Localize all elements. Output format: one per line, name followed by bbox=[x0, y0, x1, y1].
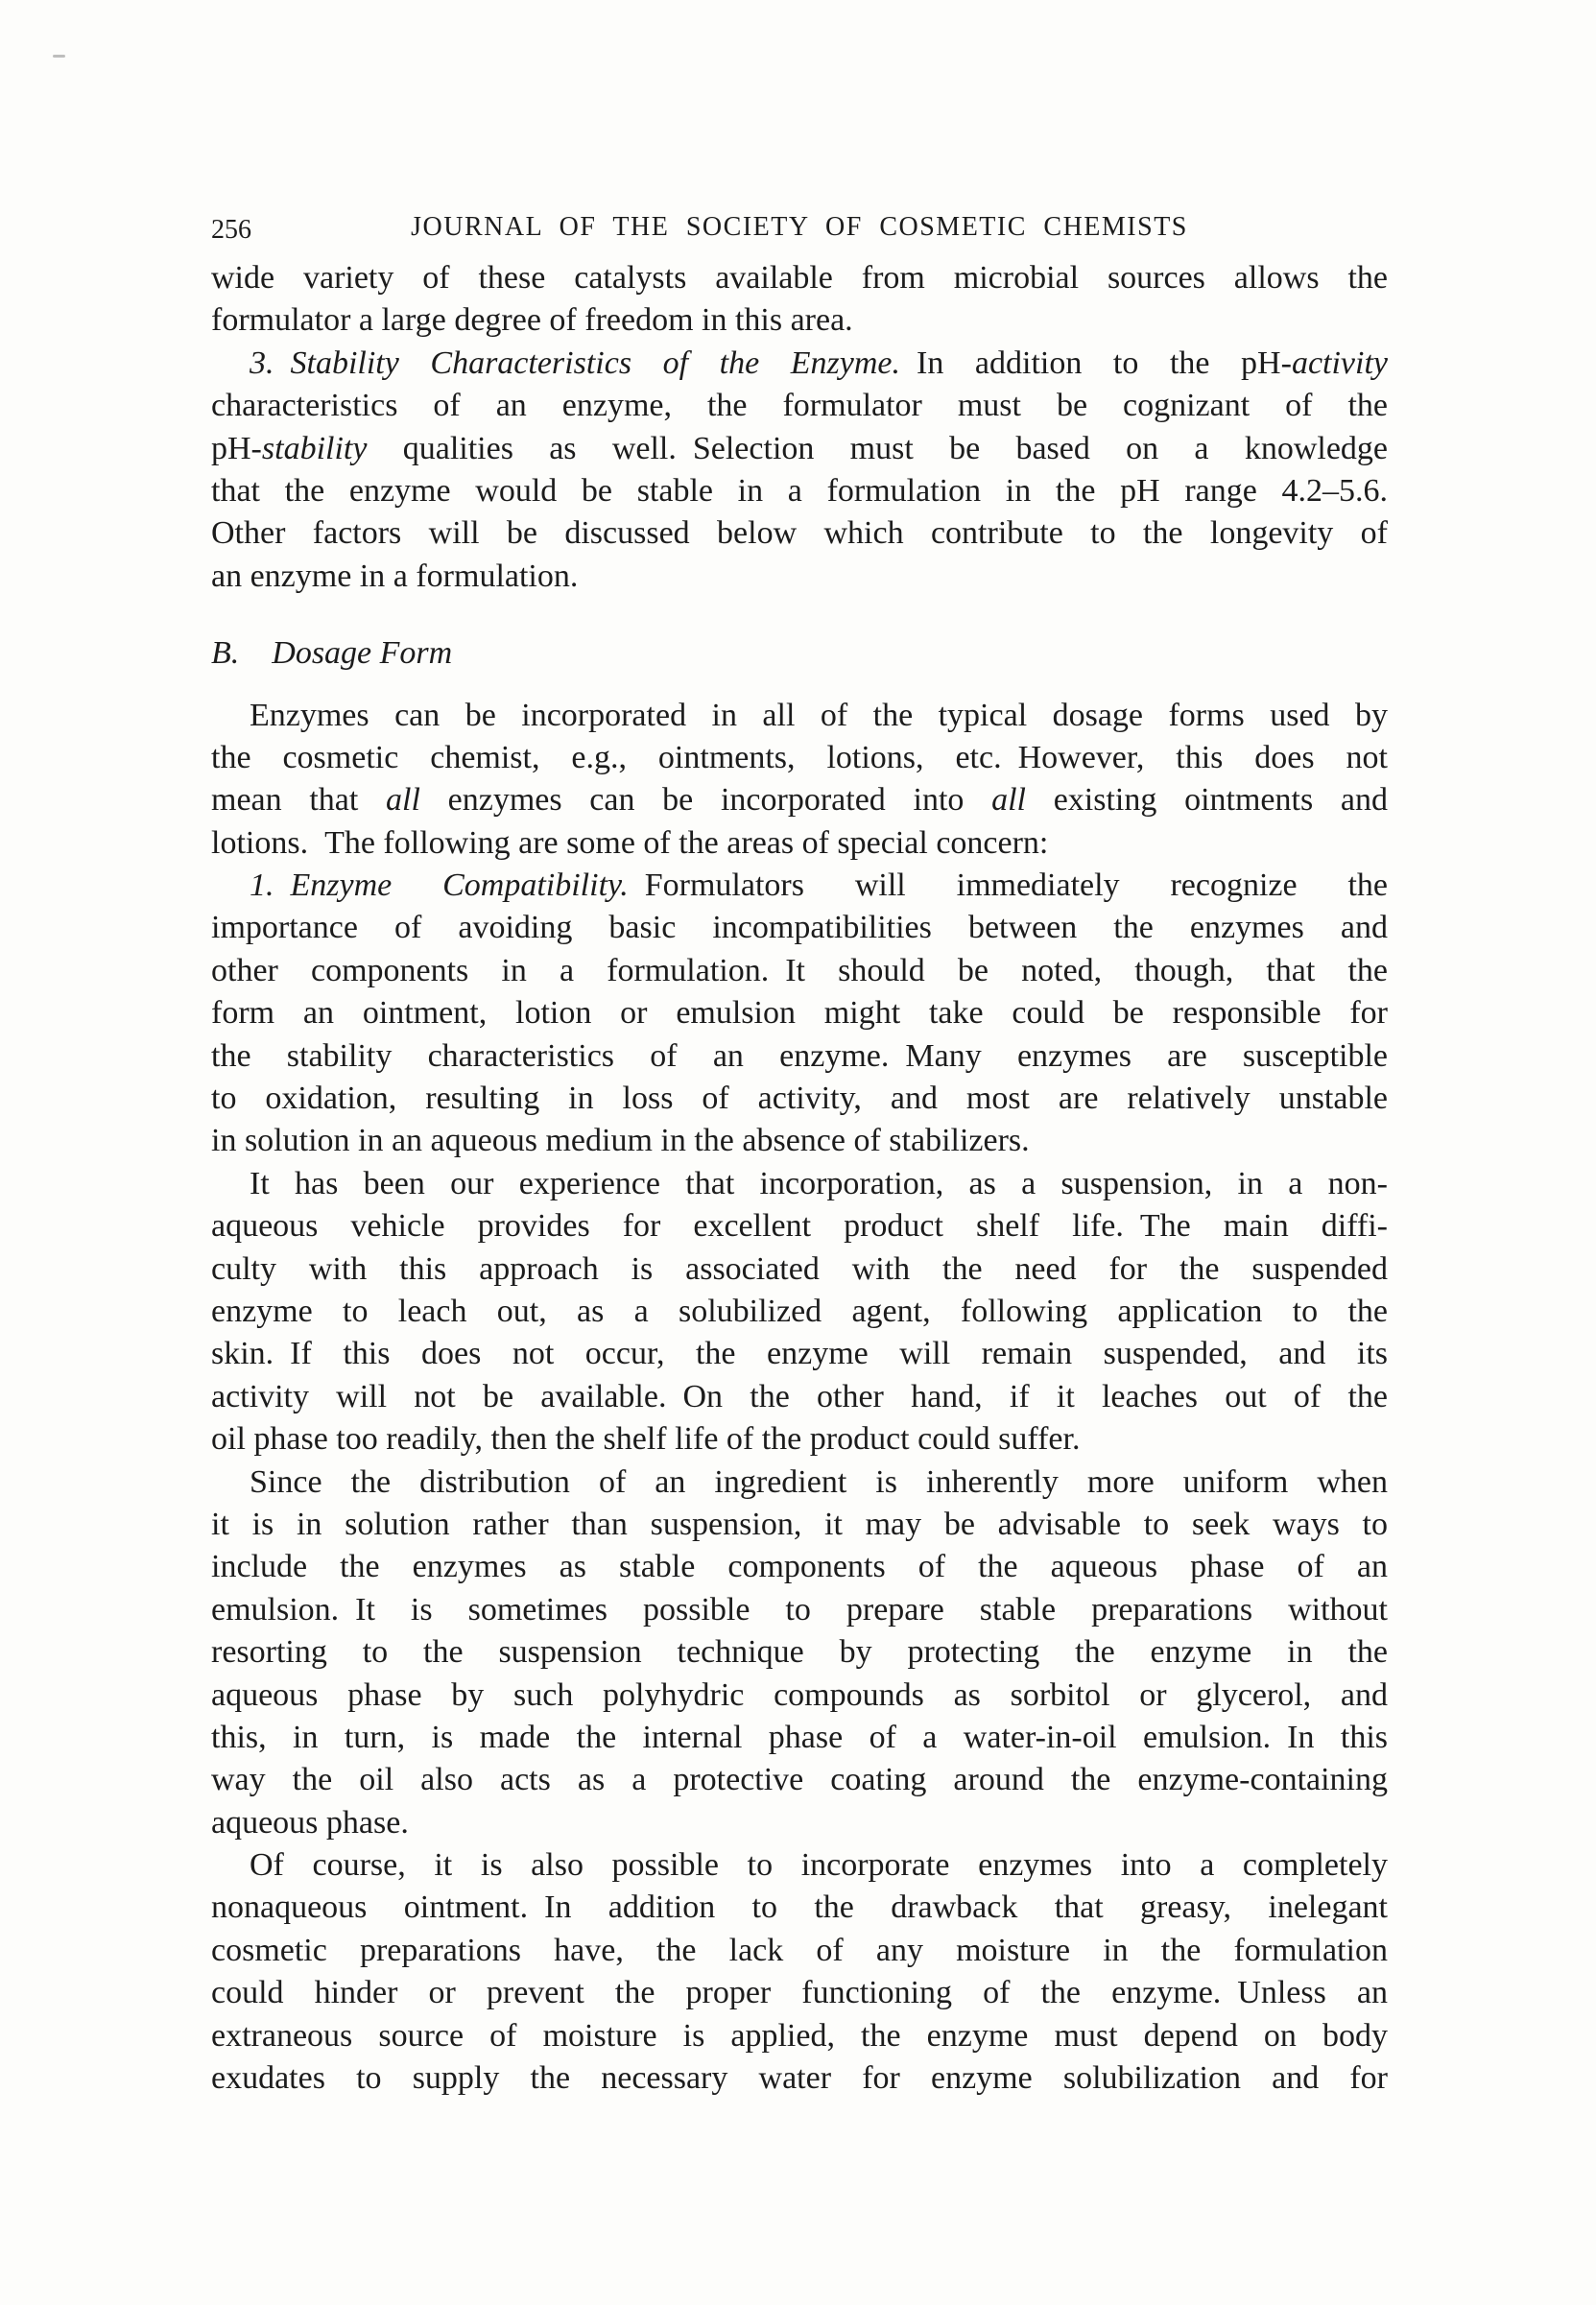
text-segment: extraneous source of moisture is applied, the enzyme must depend on body bbox=[211, 2017, 1388, 2054]
text-line bbox=[211, 1675, 1388, 1717]
text-line bbox=[211, 556, 1388, 598]
text-line bbox=[211, 257, 1388, 299]
text-segment: aqueous vehicle provides for excellent product shelf life. The main diffi- bbox=[211, 1208, 1388, 1245]
text-line bbox=[211, 1972, 1388, 2014]
text-line bbox=[211, 1248, 1388, 1291]
text-segment: other components in a formulation. It should be noted, though, that the bbox=[211, 952, 1388, 988]
text-segment: 3. Stability Characteristics of the Enzyme. bbox=[250, 345, 901, 381]
text-segment: 1. Enzyme Compatibility. bbox=[250, 867, 629, 904]
text-segment: way the oil also acts as a protective coating around the enzyme-containing bbox=[211, 1762, 1388, 1798]
text-segment: nonaqueous ointment. In addition to the drawback that greasy, inelegant bbox=[211, 1889, 1388, 1926]
text-line bbox=[211, 1291, 1388, 1333]
text-segment: Enzymes can be incorporated in all of the typical dosage forms used by bbox=[250, 697, 1388, 733]
text-line bbox=[211, 1376, 1388, 1418]
text-segment: all bbox=[386, 782, 420, 819]
text-line bbox=[211, 865, 1388, 907]
text-line bbox=[211, 1802, 1388, 1844]
text-line bbox=[211, 385, 1388, 427]
text-segment: culty with this approach is associated with the need for the suspended bbox=[211, 1250, 1388, 1287]
text-segment: form an ointment, lotion or emulsion might take could be responsible for bbox=[211, 995, 1388, 1032]
text-segment: wide variety of these catalysts available from microbial sources allows the bbox=[211, 260, 1388, 296]
text-segment: resorting to the suspension technique by protecting the enzyme in the bbox=[211, 1634, 1388, 1671]
text-segment: pH- bbox=[211, 430, 262, 466]
page-header bbox=[211, 212, 1388, 250]
text-segment: aqueous phase. bbox=[211, 1804, 409, 1841]
text-line bbox=[211, 1418, 1388, 1461]
text-body bbox=[211, 257, 1388, 2100]
text-line bbox=[211, 695, 1388, 737]
text-line bbox=[211, 822, 1388, 865]
text-line bbox=[211, 2057, 1388, 2100]
text-line bbox=[211, 1035, 1388, 1078]
text-line bbox=[211, 1717, 1388, 1759]
text-segment: It has been our experience that incorporation, as a suspension, in a non- bbox=[250, 1165, 1388, 1201]
text-line bbox=[211, 1120, 1388, 1162]
text-segment: Other factors will be discussed below which contribute to the longevity of bbox=[211, 515, 1388, 552]
page-number: 256 bbox=[211, 215, 251, 245]
text-line bbox=[211, 1930, 1388, 1972]
text-segment: this, in turn, is made the internal phase of a water-in-oil emulsion. In this bbox=[211, 1719, 1388, 1755]
text-segment: include the enzymes as stable components of the aqueous phase of an bbox=[211, 1549, 1388, 1585]
text-segment: activity bbox=[1291, 345, 1388, 381]
text-segment: cosmetic preparations have, the lack of any moisture in the formulation bbox=[211, 1932, 1388, 1968]
text-line bbox=[211, 992, 1388, 1034]
text-segment: the stability characteristics of an enzyme. Many enzymes are susceptible bbox=[211, 1037, 1388, 1074]
text-segment: emulsion. It is sometimes possible to prepare stable preparations without bbox=[211, 1591, 1388, 1628]
text-line bbox=[211, 1589, 1388, 1631]
text-segment: activity will not be available. On the other hand, if it leaches out of the bbox=[211, 1378, 1388, 1414]
text-segment: an enzyme in a formulation. bbox=[211, 558, 579, 594]
text-segment: qualities as well. Selection must be based on a knowledge bbox=[367, 430, 1388, 466]
text-segment: Formulators will immediately recognize the bbox=[628, 867, 1389, 904]
text-segment: characteristics of an enzyme, the formulator must be cognizant of the bbox=[211, 388, 1388, 424]
text-segment: all bbox=[991, 782, 1027, 819]
text-line bbox=[211, 343, 1388, 385]
text-line bbox=[211, 1759, 1388, 1801]
scan-artifact bbox=[53, 55, 65, 58]
text-segment: enzyme to leach out, as a solubilized agent, following application to the bbox=[211, 1293, 1388, 1329]
text-line bbox=[211, 299, 1388, 342]
text-line bbox=[211, 2015, 1388, 2057]
journal-title: JOURNAL OF THE SOCIETY OF COSMETIC CHEMISTS bbox=[411, 212, 1188, 242]
text-segment: in solution in an aqueous medium in the absence of stabilizers. bbox=[211, 1123, 1030, 1159]
text-segment: formulator a large degree of freedom in this area. bbox=[211, 302, 853, 339]
text-line bbox=[211, 950, 1388, 992]
text-line bbox=[211, 779, 1388, 821]
text-line bbox=[211, 1546, 1388, 1588]
text-segment: aqueous phase by such polyhydric compounds as sorbitol or glycerol, and bbox=[211, 1676, 1388, 1713]
text-line bbox=[211, 470, 1388, 512]
text-segment: that the enzyme would be stable in a formulation in the pH range 4.2–5.6. bbox=[211, 472, 1388, 509]
text-segment: oil phase too readily, then the shelf life of the product could suffer. bbox=[211, 1421, 1081, 1458]
text-segment: Since the distribution of an ingredient is inherently more uniform when bbox=[250, 1463, 1388, 1500]
text-segment: it is in solution rather than suspension, it may be advisable to seek ways to bbox=[211, 1506, 1388, 1542]
text-segment: to oxidation, resulting in loss of activity, and most are relatively unstable bbox=[211, 1081, 1388, 1117]
text-segment: skin. If this does not occur, the enzyme will remain suspended, and its bbox=[211, 1336, 1388, 1372]
text-segment: enzymes can be incorporated into bbox=[419, 782, 992, 819]
text-line bbox=[211, 1461, 1388, 1504]
text-segment: existing ointments and bbox=[1026, 782, 1388, 819]
text-segment: mean that bbox=[211, 782, 387, 819]
text-segment: importance of avoiding basic incompatibilities between the enzymes and bbox=[211, 910, 1388, 946]
text-line bbox=[211, 1504, 1388, 1546]
text-segment: stability bbox=[261, 430, 368, 466]
text-line bbox=[211, 1844, 1388, 1887]
text-line bbox=[211, 428, 1388, 470]
text-line bbox=[211, 1631, 1388, 1674]
text-segment: In addition to the pH- bbox=[900, 345, 1292, 381]
text-line bbox=[211, 907, 1388, 949]
text-line bbox=[211, 1078, 1388, 1120]
text-segment: exudates to supply the necessary water for enzyme solubilization and for bbox=[211, 2060, 1388, 2097]
text-line bbox=[211, 512, 1388, 555]
text-line bbox=[211, 1163, 1388, 1205]
text-segment: lotions. The following are some of the areas of special concern: bbox=[211, 824, 1049, 861]
text-line bbox=[211, 737, 1388, 779]
text-segment: could hinder or prevent the proper functioning of the enzyme. Unless an bbox=[211, 1975, 1388, 2011]
text-segment: Of course, it is also possible to incorporate enzymes into a completely bbox=[250, 1847, 1388, 1884]
text-line bbox=[211, 1333, 1388, 1375]
text-segment: B. Dosage Form bbox=[211, 635, 453, 672]
section-heading bbox=[211, 632, 1388, 675]
text-line bbox=[211, 1205, 1388, 1248]
text-segment: the cosmetic chemist, e.g., ointments, lotions, etc. However, this does not bbox=[211, 739, 1388, 775]
text-line bbox=[211, 1887, 1388, 1929]
